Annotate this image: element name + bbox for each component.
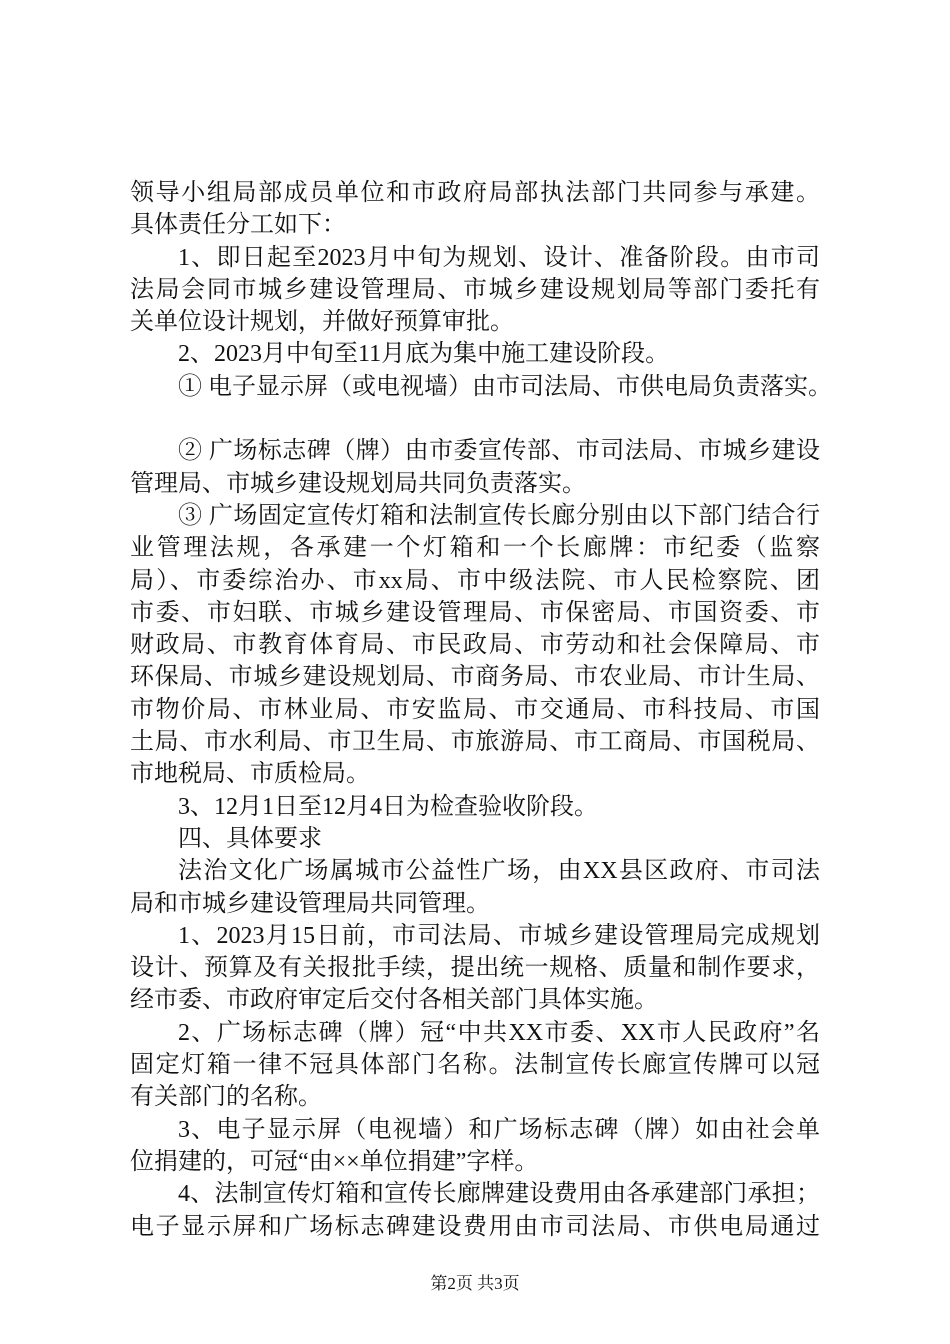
section-heading-text: 四、具体要求 [178, 825, 322, 852]
paragraph [130, 371, 832, 403]
text-line: 关单位设计规划，并做好预算审批。 [130, 309, 514, 336]
text-line: 4、法制宣传灯箱和宣传长廊牌建设费用由各承建部门承担； [178, 1181, 820, 1208]
text-line: 有关部门的名称。 [130, 1084, 322, 1111]
text-line: 1、即日起至2023月中旬为规划、设计、准备阶段。由市司 [178, 244, 820, 271]
paragraph [130, 177, 820, 242]
text-line: 经市委、市政府审定后交付各相关部门具体实施。 [130, 987, 658, 1014]
text-line: 固定灯箱一律不冠具体部门名称。法制宣传长廊宣传牌可以冠 [130, 1052, 820, 1079]
text-line: 设计、预算及有关报批手续，提出统一规格、质量和制作要求， [130, 955, 820, 982]
blank-line [130, 403, 820, 435]
document-body [130, 177, 832, 1243]
paragraph [130, 920, 820, 1017]
text-line: ② 广场标志碑（牌）由市委宣传部、市司法局、市城乡建设 [178, 438, 820, 465]
text-line: 位捐建的，可冠“由××单位捐建”字样。 [130, 1148, 539, 1175]
text-line: 领导小组局部成员单位和市政府局部执法部门共同参与承建。 [130, 180, 820, 206]
text-line: 局）、市委综治办、市xx局、市中级法院、市人民检察院、团 [130, 567, 820, 594]
text-line: 管理局、市城乡建设规划局共同负责落实。 [130, 470, 586, 497]
text-line: 3、电子显示屏（电视墙）和广场标志碑（牌）如由社会单 [178, 1116, 820, 1143]
paragraph [130, 435, 820, 500]
text-line: ① 电子显示屏（或电视墙）由市司法局、市供电局负责落实。 [178, 373, 832, 400]
text-line: 业管理法规，各承建一个灯箱和一个长廊牌：市纪委（监察 [130, 535, 820, 562]
text-line: 市地税局、市质检局。 [130, 761, 370, 788]
text-line: 2、2023月中旬至11月底为集中施工建设阶段。 [178, 341, 670, 368]
section-heading [130, 823, 820, 855]
text-line: ③ 广场固定宣传灯箱和法制宣传长廊分别由以下部门结合行 [178, 502, 820, 529]
text-line: 局和市城乡建设管理局共同管理。 [130, 890, 490, 917]
paragraph [130, 242, 820, 339]
paragraph [130, 855, 820, 920]
text-line: 电子显示屏和广场标志碑建设费用由市司法局、市供电局通过 [130, 1213, 820, 1240]
paragraph [130, 1114, 820, 1179]
text-line: 市物价局、市林业局、市安监局、市交通局、市科技局、市国 [130, 696, 820, 723]
text-line: 2、广场标志碑（牌）冠“中共XX市委、XX市人民政府”名 [178, 1019, 820, 1046]
paragraph [130, 1178, 820, 1243]
text-line: 市委、市妇联、市城乡建设管理局、市保密局、市国资委、市 [130, 599, 820, 626]
paragraph [130, 1017, 820, 1114]
text-line: 土局、市水利局、市卫生局、市旅游局、市工商局、市国税局、 [130, 729, 820, 756]
text-line: 环保局、市城乡建设规划局、市商务局、市农业局、市计生局、 [130, 664, 820, 691]
text-line: 法治文化广场属城市公益性广场，由XX县区政府、市司法 [178, 858, 820, 885]
page-number-footer: 第2页 共3页 [430, 1274, 520, 1293]
text-line: 3、12月1日至12月4日为检查验收阶段。 [178, 793, 598, 820]
paragraph [130, 500, 820, 791]
paragraph [130, 338, 820, 370]
text-line: 具体责任分工如下： [130, 212, 346, 239]
paragraph [130, 791, 820, 823]
text-line: 1、2023月15日前，市司法局、市城乡建设管理局完成规划 [178, 922, 820, 949]
text-line: 法局会同市城乡建设管理局、市城乡建设规划局等部门委托有 [130, 276, 820, 303]
text-line: 财政局、市教育体育局、市民政局、市劳动和社会保障局、市 [130, 632, 820, 659]
